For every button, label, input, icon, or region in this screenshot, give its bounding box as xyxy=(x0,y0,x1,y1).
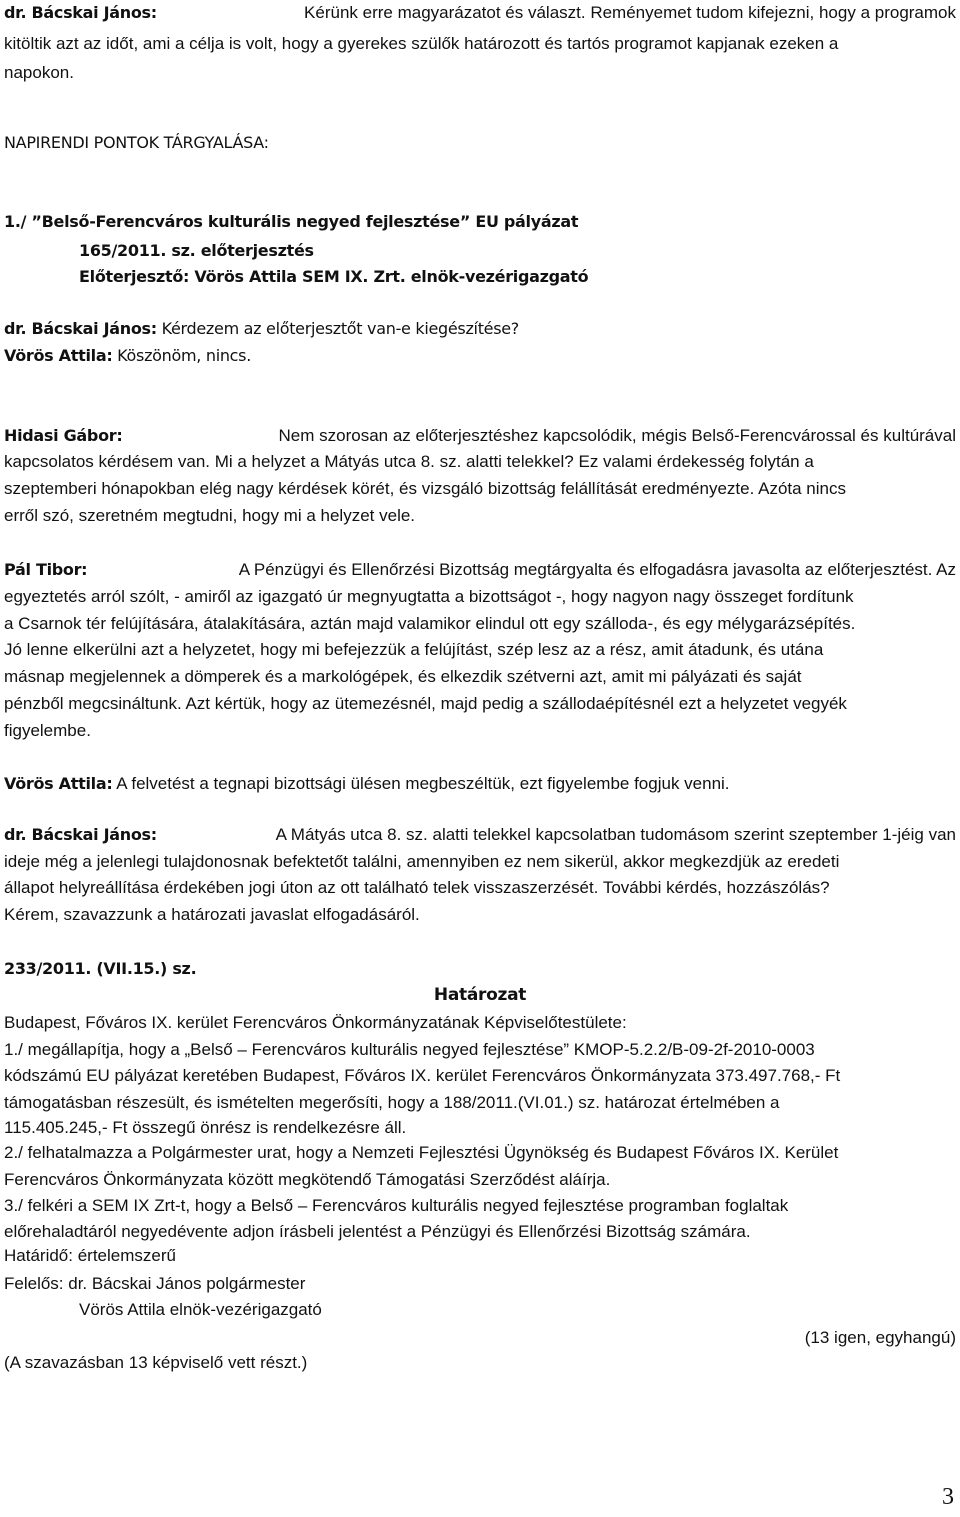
paragraph-line: kitöltik azt az időt, ami a célja is volt, hogy a gyerekes szülők határozott és tartós programot kapjanak ezeken a xyxy=(4,34,839,53)
resolution-point-line: előrehaladtáról negyedévente adjon írásbeli jelentést a Pénzügyi és Ellenőrzési Bizottság számára. xyxy=(4,1222,751,1241)
resolution-deadline: Határidő: értelemszerű xyxy=(4,1246,176,1265)
text: A felvetést a tegnapi bizottsági ülésen megbeszéltük, ezt figyelembe fogjuk venni. xyxy=(116,774,730,793)
paragraph-line: pénzből megcsináltunk. Azt kértük, hogy az ütemezésnél, majd pedig a szállodaépítésnél ezt a helyzetet vegyék xyxy=(4,694,847,713)
paragraph-line: szeptemberi hónapokban elég nagy kérdések körét, és vizsgáló bizottság felállítását eredményezte. Azóta nincs xyxy=(4,479,846,498)
resolution-point-line: 2./ felhatalmazza a Polgármester urat, hogy a Nemzeti Fejlesztési Ügynökség és Budapest Főváros IX. Kerület xyxy=(4,1143,839,1162)
speaker-name: Vörös Attila: xyxy=(4,346,113,365)
page-number: 3 xyxy=(942,1484,954,1510)
paragraph-line xyxy=(4,425,956,446)
agenda-item-proposal: 165/2011. sz. előterjesztés xyxy=(79,241,314,260)
text: A Mátyás utca 8. sz. alatti telekkel kapcsolatban tudomásom szerint szeptember 1-jéig van xyxy=(275,825,956,844)
vote-participants: (A szavazásban 13 képviselő vett részt.) xyxy=(4,1353,308,1372)
paragraph-line: napokon. xyxy=(4,63,74,82)
paragraph-line xyxy=(4,2,956,23)
paragraph-line xyxy=(4,318,519,339)
paragraph-line: Jó lenne elkerülni azt a helyzetet, hogy mi befejezzük a felújítást, szép lesz az a rész, amit átadunk, és utána xyxy=(4,640,824,659)
resolution-point-line: 3./ felkéri a SEM IX Zrt-t, hogy a Belső – Ferencváros kulturális negyed fejlesztése programban foglaltak xyxy=(4,1196,789,1215)
paragraph-line: Kérem, szavazzunk a határozati javaslat elfogadásáról. xyxy=(4,905,420,924)
resolution-intro: Budapest, Főváros IX. kerület Ferencváros Önkormányzatának Képviselőtestülete: xyxy=(4,1013,627,1032)
paragraph-line xyxy=(4,559,956,580)
resolution-point-line: Ferencváros Önkormányzata között megkötendő Támogatási Szerződést aláírja. xyxy=(4,1170,611,1189)
speaker-name: Vörös Attila: xyxy=(4,774,113,793)
section-heading: NAPIRENDI PONTOK TÁRGYALÁSA: xyxy=(4,133,269,152)
text: Kérdezem az előterjesztőt van-e kiegészítése? xyxy=(161,319,519,338)
speaker-name: dr. Bácskai János: xyxy=(4,3,157,22)
paragraph-line: figyelembe. xyxy=(4,721,91,740)
paragraph-line: erről szó, szeretném megtudni, hogy mi a helyzet vele. xyxy=(4,506,416,525)
resolution-point-line: támogatásban részesült, és ismételten megerősíti, hogy a 188/2011.(VI.01.) sz. határozat értelmében a xyxy=(4,1093,780,1112)
agenda-item-title: 1./ ”Belső-Ferencváros kulturális negyed fejlesztése” EU pályázat xyxy=(4,212,579,231)
resolution-responsible: Felelős: dr. Bácskai János polgármester xyxy=(4,1274,306,1293)
paragraph-line: ideje még a jelenlegi tulajdonosnak befektetőt találni, amennyiben ez nem sikerül, akkor megkezdjük az eredeti xyxy=(4,852,840,871)
text: Kérünk erre magyarázatot és választ. Reményemet tudom kifejezni, hogy a programok xyxy=(304,3,956,22)
resolution-title: Határozat xyxy=(433,985,527,1005)
text: Nem szorosan az előterjesztéshez kapcsolódik, mégis Belső-Ferencvárossal és kultúrával xyxy=(278,426,956,445)
speaker-name: Pál Tibor: xyxy=(4,560,88,579)
paragraph-line xyxy=(4,345,251,366)
speaker-name: Hidasi Gábor: xyxy=(4,426,123,445)
speaker-name: dr. Bácskai János: xyxy=(4,319,157,338)
agenda-item-presenter: Előterjesztő: Vörös Attila SEM IX. Zrt. elnök-vezérigazgató xyxy=(79,267,589,286)
vote-result: (13 igen, egyhangú) xyxy=(804,1328,956,1347)
paragraph-line: állapot helyreállítása érdekében jogi úton az ott található telek visszaszerzését. További kérdés, hozzászólás? xyxy=(4,878,830,897)
resolution-point-line: kódszámú EU pályázat keretében Budapest, Főváros IX. kerület Ferencváros Önkormányzata 373.497.768,- Ft xyxy=(4,1066,841,1085)
resolution-responsible-2: Vörös Attila elnök-vezérigazgató xyxy=(79,1300,322,1319)
paragraph-line: a Csarnok tér felújítására, átalakítására, aztán majd valamikor elindul ott egy szálloda-, és egy mélygarázsépítés. xyxy=(4,614,856,633)
paragraph-line xyxy=(4,824,956,845)
text: Köszönöm, nincs. xyxy=(117,346,251,365)
paragraph-line xyxy=(4,773,730,794)
resolution-point-line: 115.405.245,- Ft összegű önrész is rendelkezésre áll. xyxy=(4,1118,407,1137)
paragraph-line: egyeztetés arról szólt, - amiről az igazgató úr megnyugtatta a bizottságot -, hogy nagyon nagy összeget fordítunk xyxy=(4,587,854,606)
paragraph-line: másnap megjelennek a dömperek és a markológépek, és elkezdik szétverni azt, amit mi pályázati és saját xyxy=(4,667,802,686)
text: A Pénzügyi és Ellenőrzési Bizottság megtárgyalta és elfogadásra javasolta az előterjesztést. Az xyxy=(238,560,956,579)
paragraph-line: kapcsolatos kérdésem van. Mi a helyzet a Mátyás utca 8. sz. alatti telekkel? Ez valami érdekesség folytán a xyxy=(4,452,814,471)
resolution-number: 233/2011. (VII.15.) sz. xyxy=(4,959,197,978)
speaker-name: dr. Bácskai János: xyxy=(4,825,157,844)
resolution-point-line: 1./ megállapítja, hogy a „Belső – Ferencváros kulturális negyed fejlesztése” KMOP-5.2.2/B-09-2f-2010-0003 xyxy=(4,1040,815,1059)
